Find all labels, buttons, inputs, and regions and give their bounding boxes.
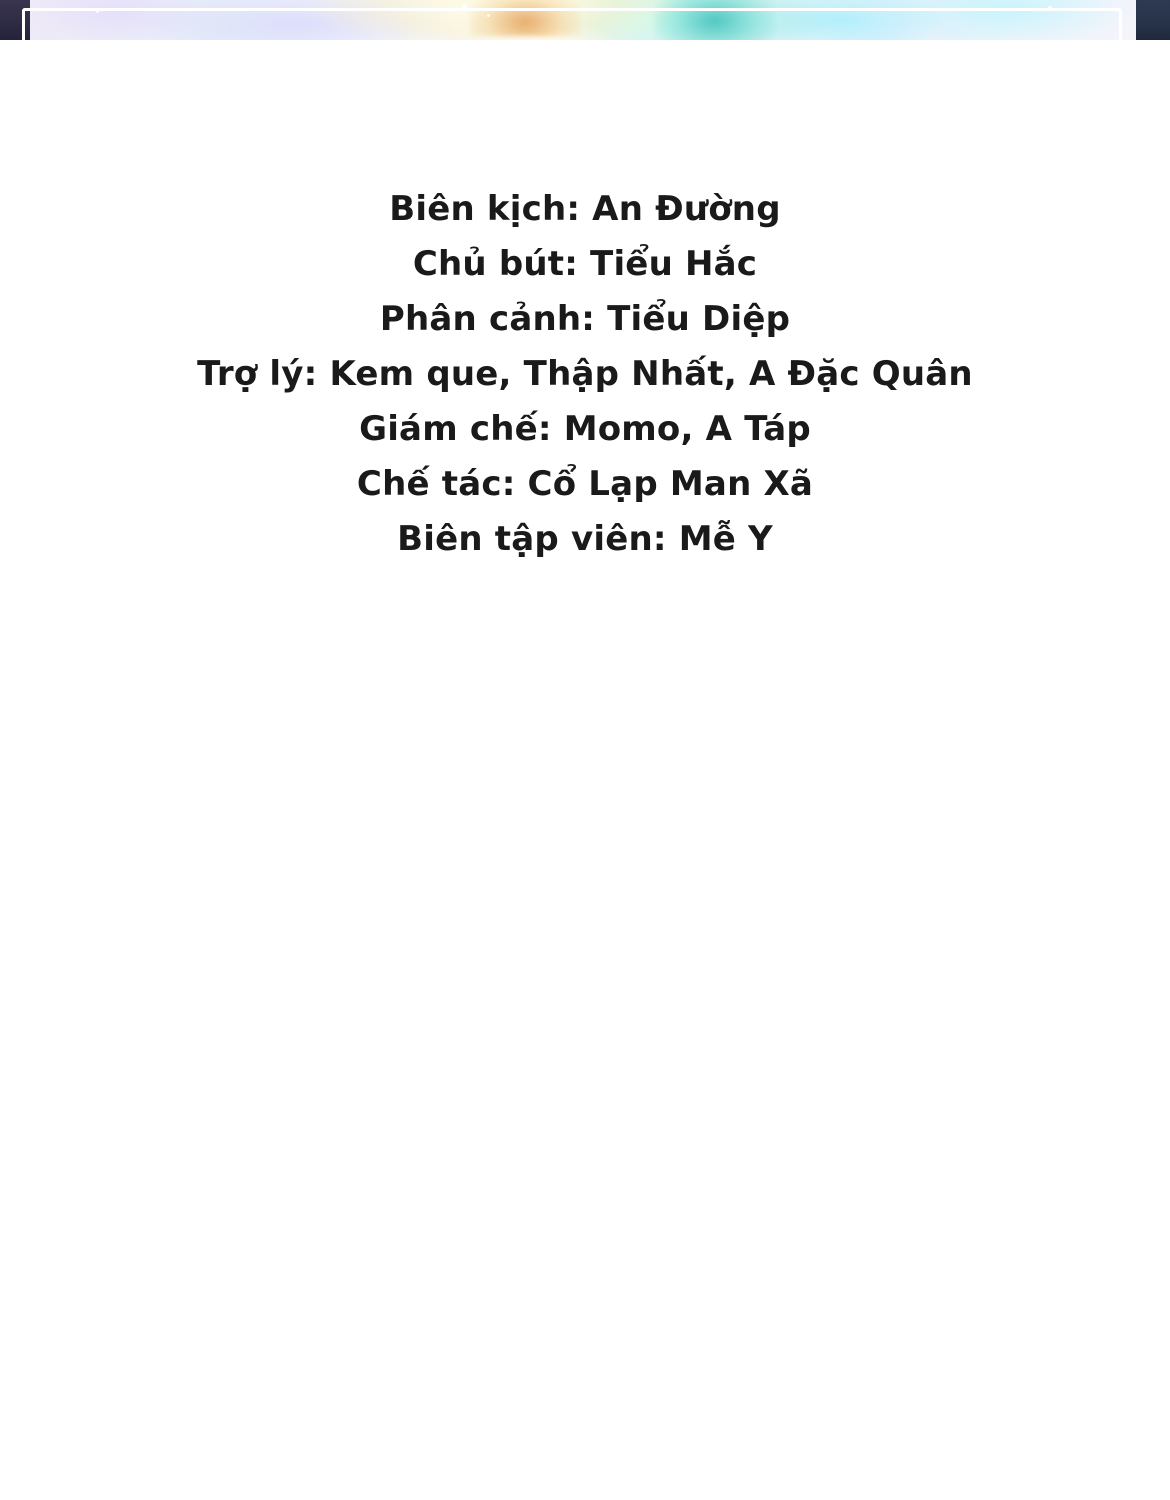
credit-line-chief-writer: Chủ bút: Tiểu Hắc [412, 244, 758, 284]
credit-line-editor: Biên tập viên: Mễ Y [397, 519, 773, 559]
artwork-dark-right-edge [1136, 0, 1170, 44]
credit-line-production: Chế tác: Cổ Lạp Man Xã [356, 464, 814, 504]
credit-line-supervisors: Giám chế: Momo, A Táp [359, 409, 811, 449]
artwork-strip [0, 0, 1170, 44]
panel-bottom-white-band [0, 40, 1170, 44]
panel-border-frame [22, 8, 1122, 42]
credit-line-storyboard: Phân cảnh: Tiểu Diệp [379, 299, 791, 339]
credits-block [0, 182, 1170, 567]
credit-line-assistants: Trợ lý: Kem que, Thập Nhất, A Đặc Quân [197, 354, 973, 394]
credit-line-screenwriter: Biên kịch: An Đường [389, 189, 781, 229]
